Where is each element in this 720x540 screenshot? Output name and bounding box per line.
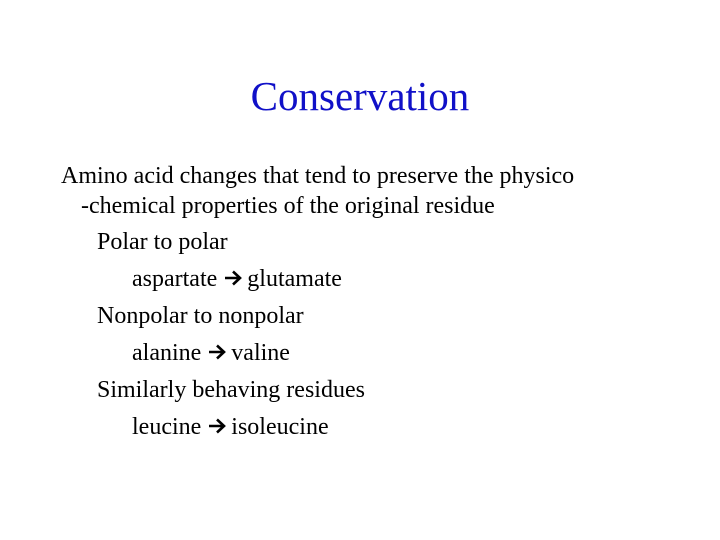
arrow-right-icon <box>223 268 243 288</box>
example-leucine-isoleucine <box>132 412 329 442</box>
example-to: glutamate <box>247 266 342 292</box>
category-polar-to-polar: Polar to polar <box>97 229 228 255</box>
example-from: leucine <box>132 414 202 440</box>
intro-text-line-1: Amino acid changes that tend to preserve the physico <box>61 163 575 189</box>
example-from: aspartate <box>132 266 218 292</box>
category-similarly-behaving-residues: Similarly behaving residues <box>97 377 365 403</box>
example-aspartate-glutamate <box>132 264 342 294</box>
example-from: alanine <box>132 340 202 366</box>
arrow-right-icon <box>207 416 227 436</box>
arrow-right-icon <box>207 342 227 362</box>
intro-text-line-2: -chemical properties of the original residue <box>81 193 495 219</box>
category-nonpolar-to-nonpolar: Nonpolar to nonpolar <box>97 303 304 329</box>
example-alanine-valine <box>132 338 290 368</box>
example-to: isoleucine <box>231 414 329 440</box>
slide-title: Conservation <box>250 73 470 119</box>
example-to: valine <box>231 340 290 366</box>
